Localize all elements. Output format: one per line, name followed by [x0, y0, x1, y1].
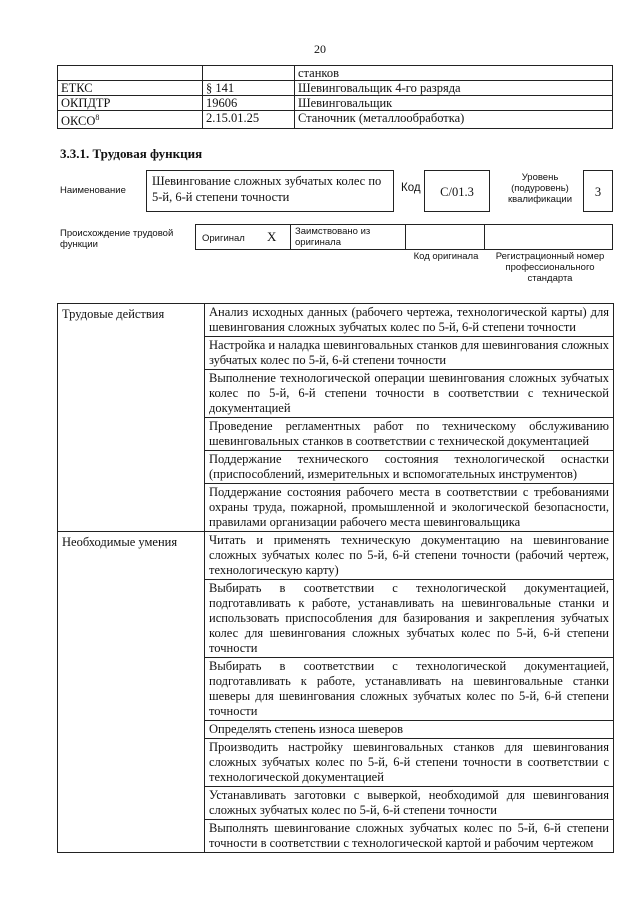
qualification-level-value: 3 — [583, 170, 613, 212]
codes-table — [57, 65, 613, 129]
number-cell: 2.15.01.25 — [203, 111, 295, 129]
table-cell: Поддержание технического состояния технологической оснастки (приспособлений, измерительных и вспомогательных инструментов) — [205, 451, 614, 484]
section-title: 3.3.1. Трудовая функция — [60, 146, 203, 161]
function-name-label: Наименование — [60, 185, 126, 196]
code-cell — [58, 66, 203, 81]
footnote-mark: 8 — [95, 113, 100, 122]
table-cell: Устанавливать заготовки с выверкой, необходимой для шевингования сложных зубчатых колес по 5-й, 6-й степени точности — [205, 787, 614, 820]
codes-row — [58, 96, 613, 111]
name-cell: Шевинговальщик 4-го разряда — [295, 81, 613, 96]
table-cell: Читать и применять техническую документацию на шевингование сложных зубчатых колес по 5-й, 6-й степени точности (рабочий чертеж, технологическую карту) — [205, 532, 614, 580]
borrowed-cell — [290, 224, 406, 250]
function-code-label: Код — [401, 182, 421, 194]
codes-row — [58, 66, 613, 81]
codes-row — [58, 111, 613, 129]
original-mark: X — [267, 229, 277, 244]
name-cell: Шевинговальщик — [295, 96, 613, 111]
origin-label: Происхождение трудовой функции — [60, 228, 174, 250]
registration-number-cell — [484, 224, 613, 250]
code-cell: ЕТКС — [58, 81, 203, 96]
table-cell: Выбирать в соответствии с технологической документацией, подготавливать к работе, устанавливать на шевинговальные станки шеверы для шевингования сложных зубчатых колес по 5-й, 6-й степени точности — [205, 658, 614, 721]
table-cell: Проведение регламентных работ по техническому обслуживанию шевинговальных станков в соответствии с технической документацией — [205, 418, 614, 451]
registration-number-caption: Регистрационный номер профессионального стандарта — [495, 251, 605, 284]
code-cell — [58, 111, 203, 129]
original-code-cell — [405, 224, 485, 250]
number-cell — [203, 66, 295, 81]
labor-function-table — [57, 303, 614, 853]
function-name-value: Шевингование сложных зубчатых колес по 5-й, 6-й степени точности — [146, 170, 394, 212]
table-cell: Производить настройку шевинговальных станков для шевингования сложных зубчатых колес по 5-й, 6-й степени точности в соответствии с технологической документацией — [205, 739, 614, 787]
code-text: ОКСО — [61, 114, 96, 129]
original-label: Оригинал — [202, 233, 245, 244]
table-row — [58, 532, 614, 580]
page-number: 20 — [314, 42, 326, 56]
section-heading: Трудовые действия — [58, 304, 205, 532]
table-cell: Выбирать в соответствии с технологической документацией, подготавливать к работе, устанавливать на шевинговальные станки и использовать приспособления для базирования и закрепления зубчатых колес для шевингования сложных зубчатых колес по 5-й, 6-й степени точности — [205, 580, 614, 658]
borrowed-label: Заимствовано из оригинала — [295, 226, 371, 248]
function-code-value: C/01.3 — [424, 170, 490, 212]
name-cell: станков — [295, 66, 613, 81]
origin-row — [195, 224, 613, 250]
number-cell: 19606 — [203, 96, 295, 111]
table-row — [58, 304, 614, 337]
qualification-level-label: Уровень (подуровень) квалификации — [507, 172, 573, 205]
table-cell: Определять степень износа шеверов — [205, 721, 614, 739]
number-cell: § 141 — [203, 81, 295, 96]
name-cell: Станочник (металлообработка) — [295, 111, 613, 129]
table-cell: Поддержание состояния рабочего места в соответствии с требованиями охраны труда, пожарной, промышленной и экологической безопасности, правилами организации рабочего места шевинговальщика — [205, 484, 614, 532]
original-code-caption: Код оригинала — [413, 251, 479, 262]
table-cell: Выполнение технологической операции шевингования сложных зубчатых колес по 5-й, 6-й степени точности в соответствии с технической документацией — [205, 370, 614, 418]
section-heading: Необходимые умения — [58, 532, 205, 853]
original-cell — [195, 224, 291, 250]
table-cell: Анализ исходных данных (рабочего чертежа, технологической карты) для шевингования сложных зубчатых колес по 5-й, 6-й степени точности — [205, 304, 614, 337]
table-cell: Выполнять шевингование сложных зубчатых колес по 5-й, 6-й степени точности в соответствии с технологической картой и рабочим чертежом — [205, 820, 614, 853]
table-cell: Настройка и наладка шевинговальных станков для шевингования сложных зубчатых колес по 5-й, 6-й степени точности — [205, 337, 614, 370]
codes-row — [58, 81, 613, 96]
code-cell: ОКПДТР — [58, 96, 203, 111]
